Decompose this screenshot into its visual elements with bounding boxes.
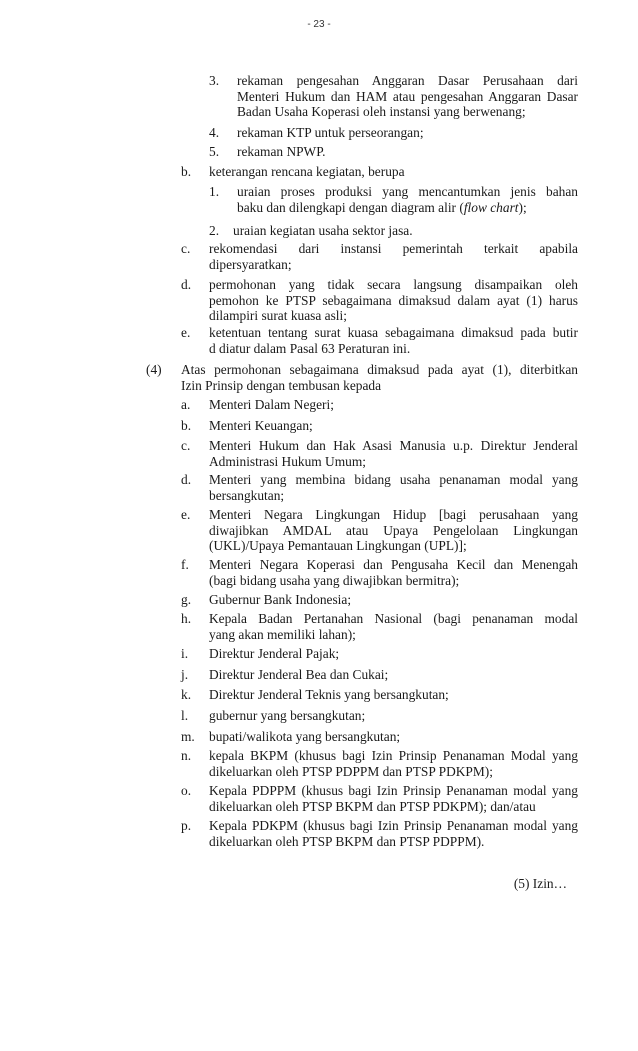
document-page: - 23 - 3. rekaman pengesahan Anggaran Dasar Perusahaan dari Menteri Hukum dan HAM atau pengesahan Anggaran Dasar Badan Usaha Koperasi oleh instansi yang berwenang; 4. rekaman KTP untuk perseorangan; 5. rekaman NPWP. b. keterangan rencana kegiatan, berupa 1. uraian proses produksi yang mencantumkan jenis bahan baku dan dilengkapi dengan diagram alir (flow chart); 2. uraian kegiatan usaha sektor jasa. c. rekomendasi dari instansi pemerintah terkait apabila dipersyaratkan; d. permohonan yang tidak secara langsung disampaikan oleh pemohon ke PTSP sebagaimana dimaksud dalam ayat (1) harus dilampiri surat kuasa asli; e. ketentuan tentang surat kuasa sebagaimana dimaksud pada butir d diatur dalam Pasal 63 Peraturan ini. (4) Atas permohonan sebagaimana dimaksud pada ayat (1), diterbitkan Izin Prinsip dengan tembusan kepada a. Menteri Dalam Negeri; b. Menteri Keuangan; c. Menteri Hukum dan Hak Asasi Manusia u.p. Direktur Jenderal Administrasi Hukum Umum; d. Menteri yang membina bidang usaha penanaman modal yang bersangkutan; e. Menteri Negara Lingkungan Hidup [bagi perusahaan yang diwajibkan AMDAL atau Upaya Pengelolaan Lingkungan (UKL)/Upaya Pemantauan Lingkungan (UPL)]; f. Menteri Negara Koperasi dan Pengusaha Kecil dan Menengah (bagi bidang usaha yang diwajibkan bermitra); g. Gubernur Bank Indonesia; h. Kepala Badan Pertanahan Nasional (bagi penanaman modal yang akan memiliki lahan); i. Direktur Jenderal Pajak; j. Direktur Jenderal Bea dan Cukai; k. Direktur Jenderal Teknis yang bersangkutan; l. gubernur yang bersangkutan; m. bupati/walikota yang bersangkutan; n. kepala BKPM (khusus bagi Izin Prinsip Penanaman Modal yang dikeluarkan oleh PTSP PDPPM dan PTSP PDKPM); o. Kepala PDPPM (khusus bagi Izin Prinsip Penanaman modal yang dikeluarkan oleh PTSP BKPM dan PTSP PDKPM); dan/atau p. Kepala PDKPM (khusus bagi Izin Prinsip Penanaman modal yang dikeluarkan oleh PTSP BKPM dan PTSP PDPPM). (5) Izin… — [0, 0, 638, 1051]
page-number: - 23 - — [307, 19, 331, 30]
continuation-footer: (5) Izin… — [513, 876, 567, 891]
